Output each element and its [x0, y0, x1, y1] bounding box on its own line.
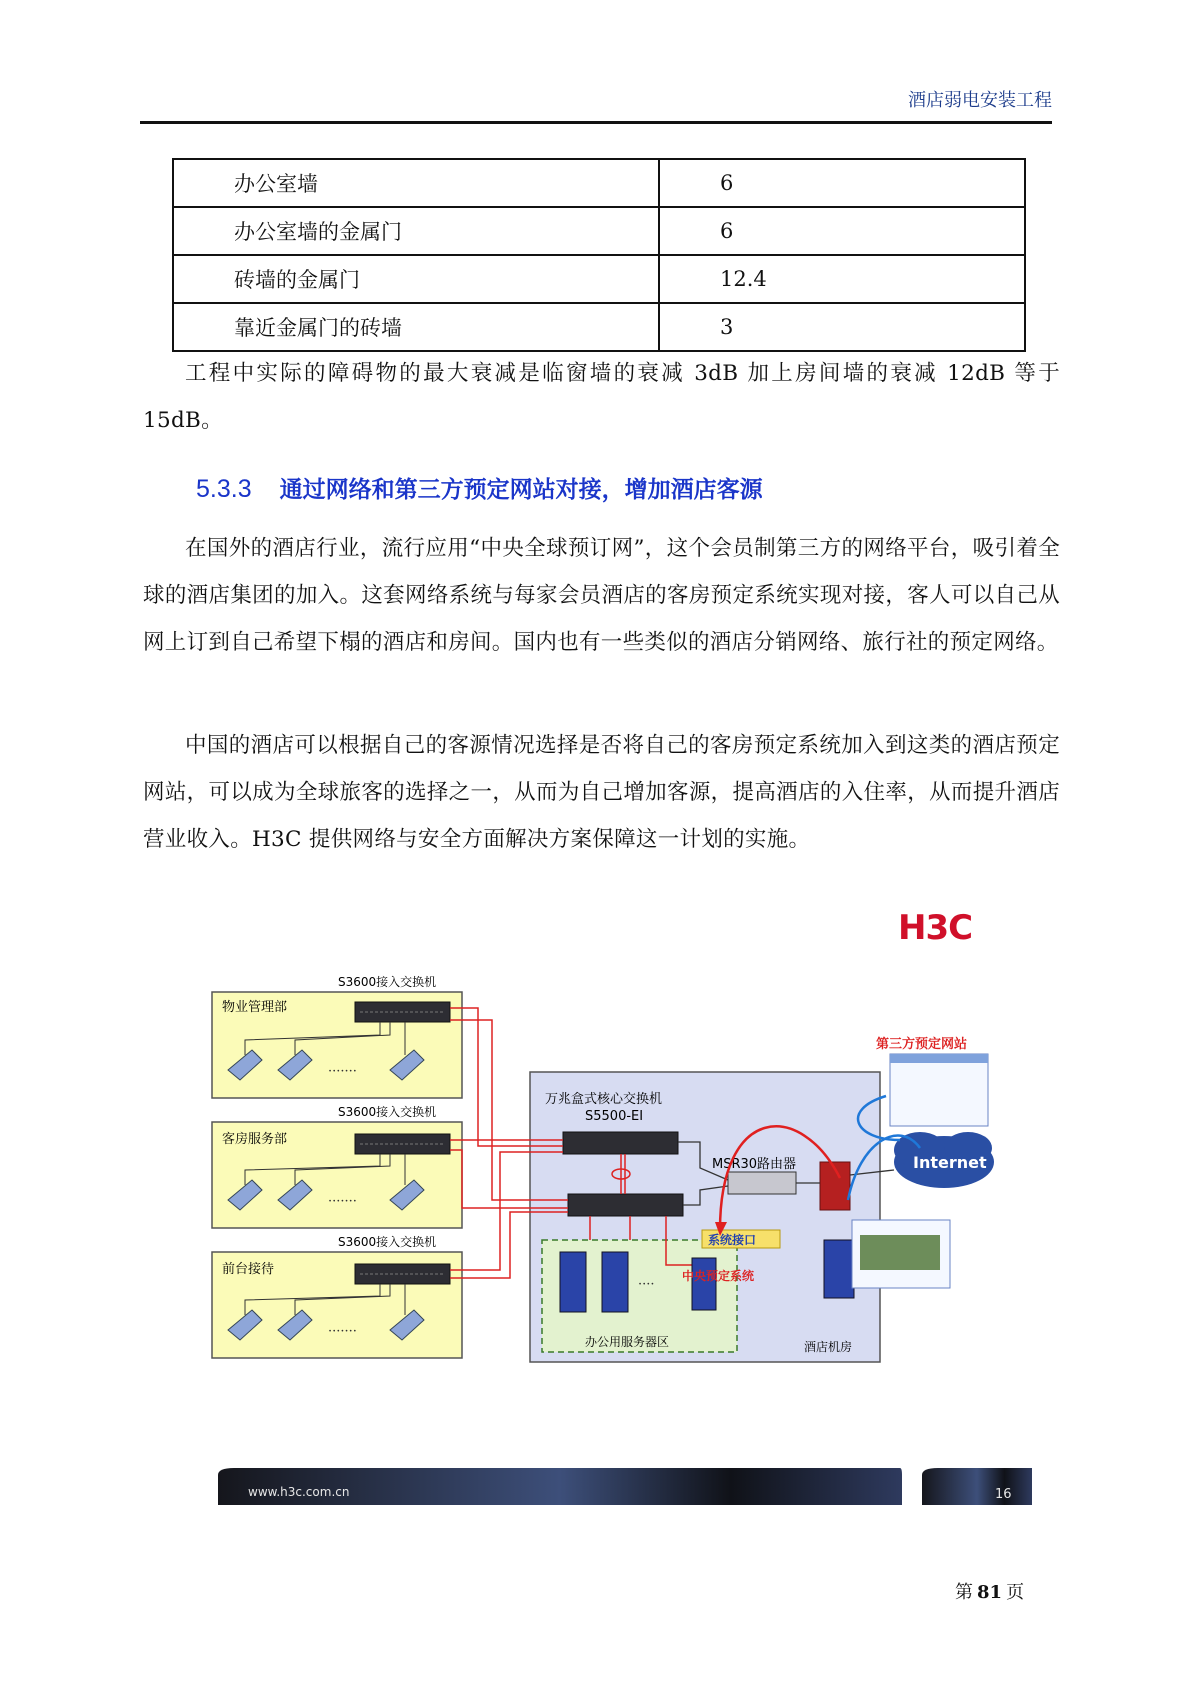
internet-label: Internet	[913, 1153, 987, 1172]
obstacle-attenuation-table	[172, 158, 1026, 352]
system-interface-label: 系统接口	[708, 1233, 757, 1247]
group-label: 物业管理部	[222, 1000, 288, 1015]
page-suffix: 页	[1006, 1582, 1025, 1603]
core-switch-icon	[563, 1132, 678, 1154]
table-cell-value: 6	[659, 159, 1025, 207]
table-cell-value: 6	[659, 207, 1025, 255]
svg-text:·······: ·······	[328, 1064, 357, 1079]
table-cell-value: 3	[659, 303, 1025, 351]
server-icon	[560, 1252, 586, 1312]
group-room-service	[212, 1104, 462, 1228]
server-icon	[602, 1252, 628, 1312]
router-icon	[728, 1172, 796, 1194]
paragraph-intro: 在国外的酒店行业，流行应用“中央全球预订网”，这个会员制第三方的网络平台，吸引着全球的酒店集团的加入。这套网络系统与每家会员酒店的客房预定系统实现对接，客人可以自己从网上订到自己希望下榻的酒店和房间。国内也有一些类似的酒店分销网络、旅行社的预定网络。	[143, 536, 1060, 655]
switch-label: S3600接入交换机	[338, 1105, 437, 1119]
page-prefix: 第	[955, 1582, 973, 1603]
switch-label: S3600接入交换机	[338, 1235, 437, 1249]
group-label: 前台接待	[222, 1262, 275, 1277]
page-number-value: 81	[977, 1582, 1003, 1603]
running-header-title: 酒店弱电安装工程	[908, 90, 1052, 111]
table-cell-material: 办公室墙	[173, 159, 659, 207]
table-row	[173, 159, 1025, 207]
machine-room-label: 酒店机房	[804, 1340, 853, 1354]
section-number: 5.3.3	[196, 475, 252, 503]
header-rule	[140, 121, 1052, 124]
table-cell-material: 办公室墙的金属门	[173, 207, 659, 255]
group-property	[212, 974, 462, 1098]
table-row	[173, 207, 1025, 255]
central-booking-label: 中央预定系统	[682, 1269, 755, 1283]
table-row	[173, 303, 1025, 351]
table-cell-material: 靠近金属门的砖墙	[173, 303, 659, 351]
network-diagram	[200, 900, 1032, 1505]
core-switch-model: S5500-EI	[585, 1109, 644, 1124]
slide-number: 16	[995, 1487, 1012, 1502]
svg-text:·······: ·······	[328, 1194, 357, 1209]
switch-label: S3600接入交换机	[338, 975, 437, 989]
section-heading	[196, 471, 763, 504]
router-label: MSR30路由器	[712, 1157, 797, 1172]
svg-text:····: ····	[638, 1277, 655, 1292]
hotel-server-icon	[824, 1240, 854, 1298]
svg-text:·······: ·······	[328, 1324, 357, 1339]
table-cell-value: 12.4	[659, 255, 1025, 303]
h3c-logo: H3C	[898, 908, 973, 948]
slide-number-band	[922, 1468, 1032, 1505]
group-front-desk	[212, 1234, 462, 1358]
footer-url: www.h3c.com.cn	[248, 1485, 350, 1499]
paragraph-attenuation: 工程中实际的障碍物的最大衰减是临窗墙的衰减 3dB 加上房间墙的衰减 12dB 等于 15dB。	[143, 361, 1060, 433]
paragraph-china: 中国的酒店可以根据自己的客源情况选择是否将自己的客房预定系统加入到这类的酒店预定网站，可以成为全球旅客的选择之一，从而为自己增加客源，提高酒店的入住率，从而提升酒店营业收入。H3C 提供网络与安全方面解决方案保障这一计划的实施。	[143, 733, 1060, 852]
third-party-browser-icon	[890, 1054, 988, 1126]
core-switch-label: 万兆盒式核心交换机	[545, 1092, 663, 1107]
table-row	[173, 255, 1025, 303]
table-cell-material: 砖墙的金属门	[173, 255, 659, 303]
office-server-zone-label: 办公用服务器区	[585, 1335, 670, 1349]
group-label: 客房服务部	[222, 1132, 288, 1147]
core-switch-icon	[568, 1194, 683, 1216]
third-party-site-label: 第三方预定网站	[876, 1037, 968, 1052]
section-title-text: 通过网络和第三方预定网站对接，增加酒店客源	[279, 476, 763, 503]
server-icon	[692, 1258, 716, 1310]
page-number	[955, 1578, 1024, 1604]
